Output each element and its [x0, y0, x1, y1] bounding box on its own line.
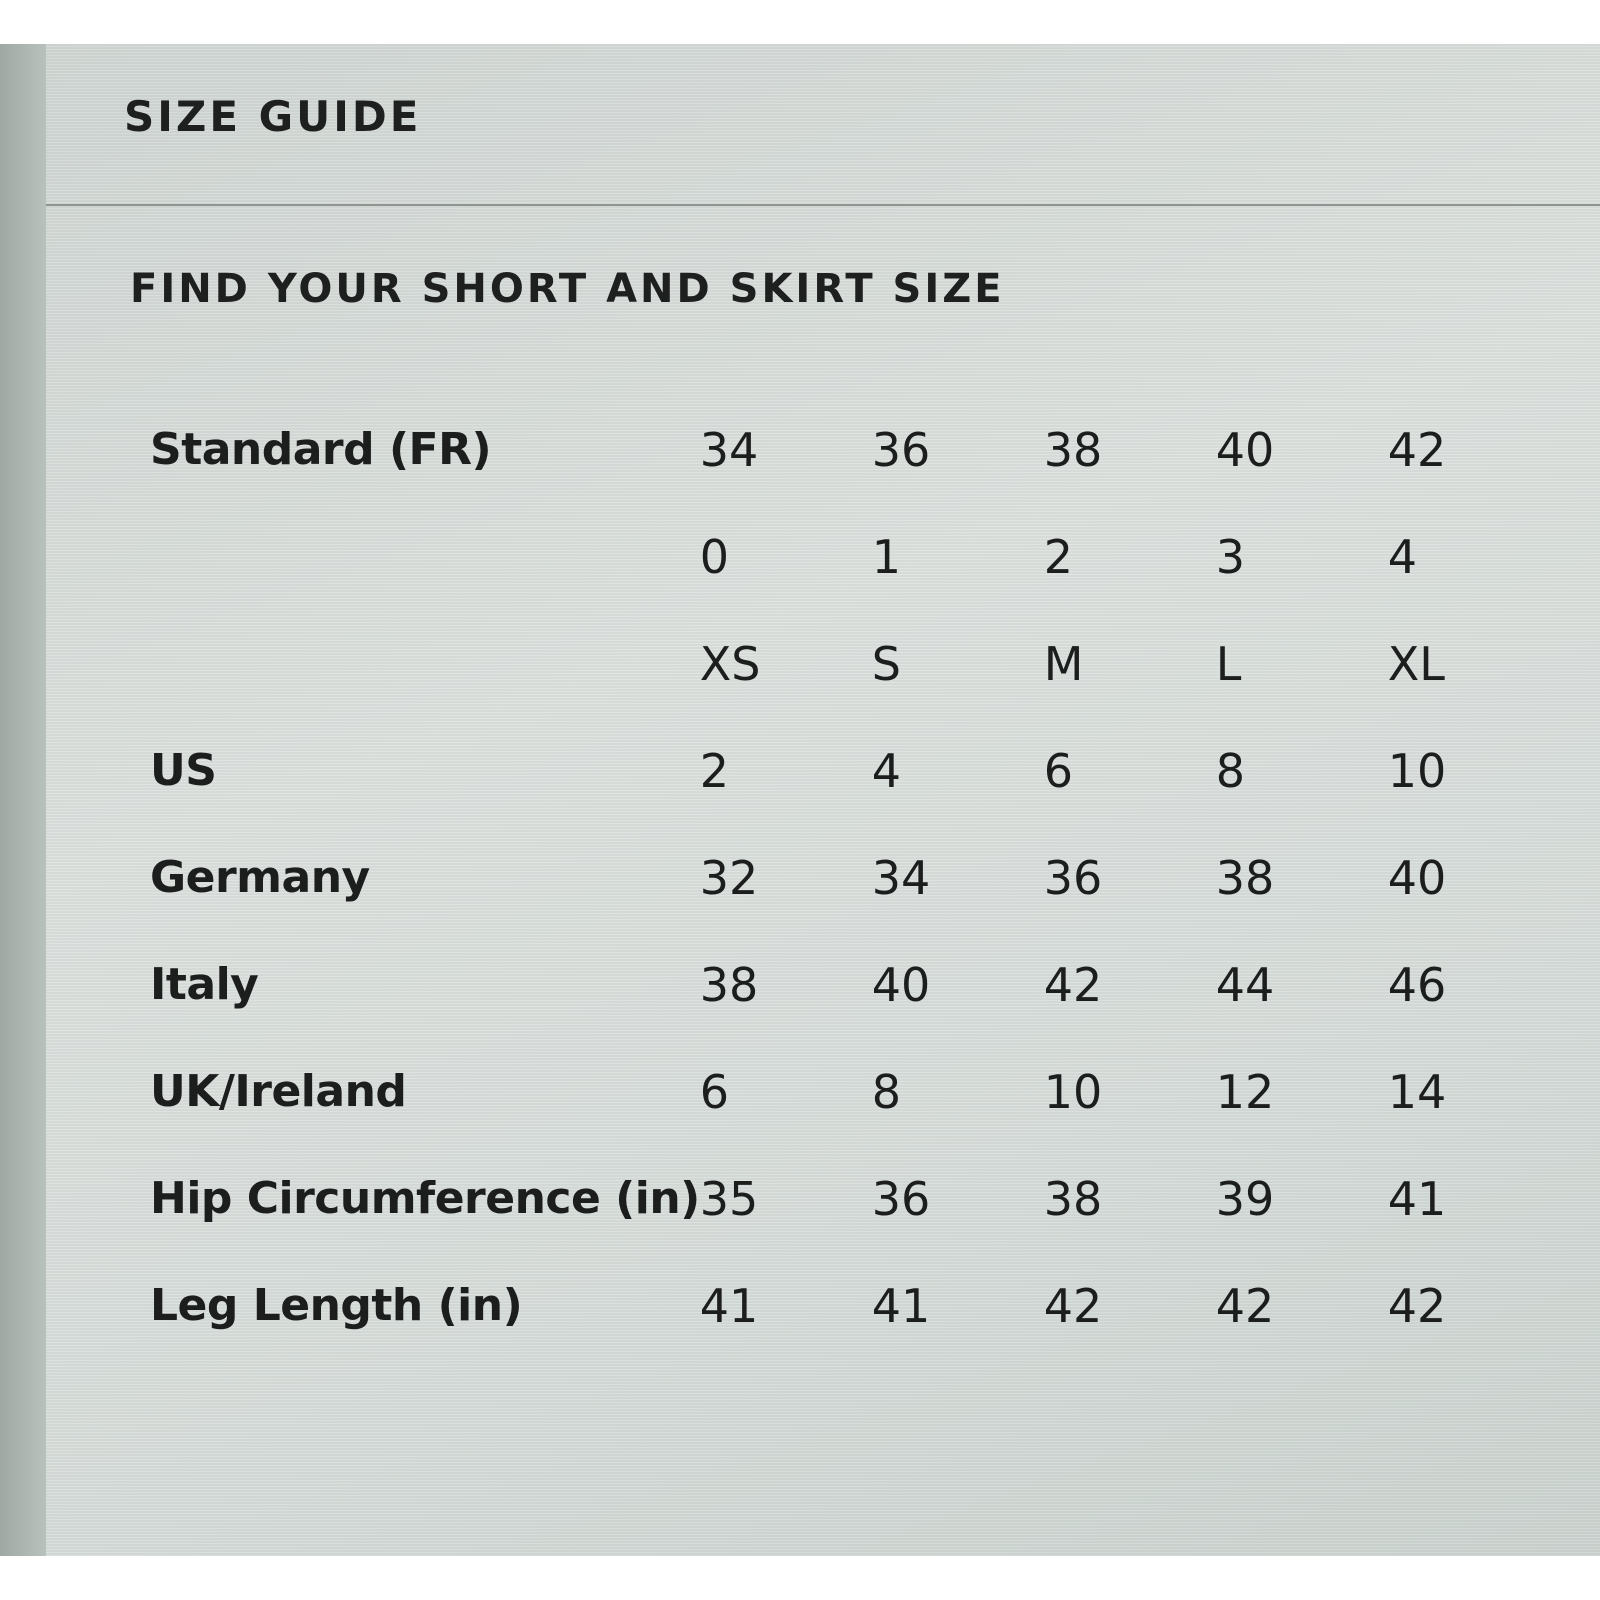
size-value: 10: [1387, 743, 1447, 798]
size-value: 38: [1215, 850, 1275, 905]
size-value: 42: [1043, 1278, 1103, 1333]
table-row: [150, 931, 1560, 1038]
size-value: 35: [699, 1171, 759, 1226]
row-label: Hip Circumference (in): [150, 1173, 700, 1224]
size-value: 40: [871, 957, 931, 1012]
size-value: 39: [1215, 1171, 1275, 1226]
size-value: 42: [1387, 422, 1447, 477]
table-row: [150, 1145, 1560, 1252]
size-guide-title: SIZE GUIDE: [124, 92, 422, 141]
size-value: 8: [1215, 743, 1246, 798]
size-value: 34: [871, 850, 931, 905]
size-value: 2: [1043, 529, 1074, 584]
size-value: L: [1215, 636, 1242, 691]
row-label: Germany: [150, 852, 370, 903]
row-label: [150, 503, 700, 610]
table-row: [150, 396, 1560, 503]
size-value: 14: [1387, 1064, 1447, 1119]
size-value: 44: [1215, 957, 1275, 1012]
row-label: Leg Length (in): [150, 1280, 523, 1331]
size-value: 38: [1043, 1171, 1103, 1226]
size-value: 36: [871, 1171, 931, 1226]
size-value: 4: [871, 743, 902, 798]
size-value: XL: [1387, 636, 1445, 691]
size-value: XS: [699, 636, 761, 691]
size-guide-panel: [46, 44, 1600, 1556]
size-value: 34: [699, 422, 759, 477]
row-label: Italy: [150, 959, 259, 1010]
table-row: [150, 824, 1560, 931]
row-label: [150, 610, 700, 717]
size-value: 3: [1215, 529, 1246, 584]
size-value: 42: [1215, 1278, 1275, 1333]
table-row: [150, 610, 1560, 717]
size-conversion-table: [150, 396, 1560, 1359]
size-value: 40: [1387, 850, 1447, 905]
size-value: 4: [1387, 529, 1418, 584]
monitor-screen: [0, 44, 1600, 1556]
row-label: Standard (FR): [150, 424, 492, 475]
size-value: 36: [1043, 850, 1103, 905]
table-row: [150, 1038, 1560, 1145]
size-value: 8: [871, 1064, 902, 1119]
size-value: 38: [699, 957, 759, 1012]
size-value: 41: [871, 1278, 931, 1333]
size-value: S: [871, 636, 901, 691]
table-row: [150, 503, 1560, 610]
size-value: 46: [1387, 957, 1447, 1012]
size-value: 1: [871, 529, 902, 584]
row-label: UK/Ireland: [150, 1066, 407, 1117]
size-value: 41: [1387, 1171, 1447, 1226]
size-value: 42: [1387, 1278, 1447, 1333]
size-value: 41: [699, 1278, 759, 1333]
size-value: 42: [1043, 957, 1103, 1012]
size-value: 2: [699, 743, 730, 798]
size-value: 32: [699, 850, 759, 905]
size-value: 6: [1043, 743, 1074, 798]
size-value: 10: [1043, 1064, 1103, 1119]
size-guide-header: [46, 44, 1600, 206]
section-title: FIND YOUR SHORT AND SKIRT SIZE: [130, 266, 1005, 312]
table-row: [150, 1252, 1560, 1359]
size-value: 0: [699, 529, 730, 584]
size-value: 40: [1215, 422, 1275, 477]
screen-bezel: [0, 44, 46, 1556]
table-row: [150, 717, 1560, 824]
size-value: 36: [871, 422, 931, 477]
row-label: US: [150, 745, 217, 796]
size-value: 38: [1043, 422, 1103, 477]
size-value: 6: [699, 1064, 730, 1119]
size-value: M: [1043, 636, 1084, 691]
size-value: 12: [1215, 1064, 1275, 1119]
